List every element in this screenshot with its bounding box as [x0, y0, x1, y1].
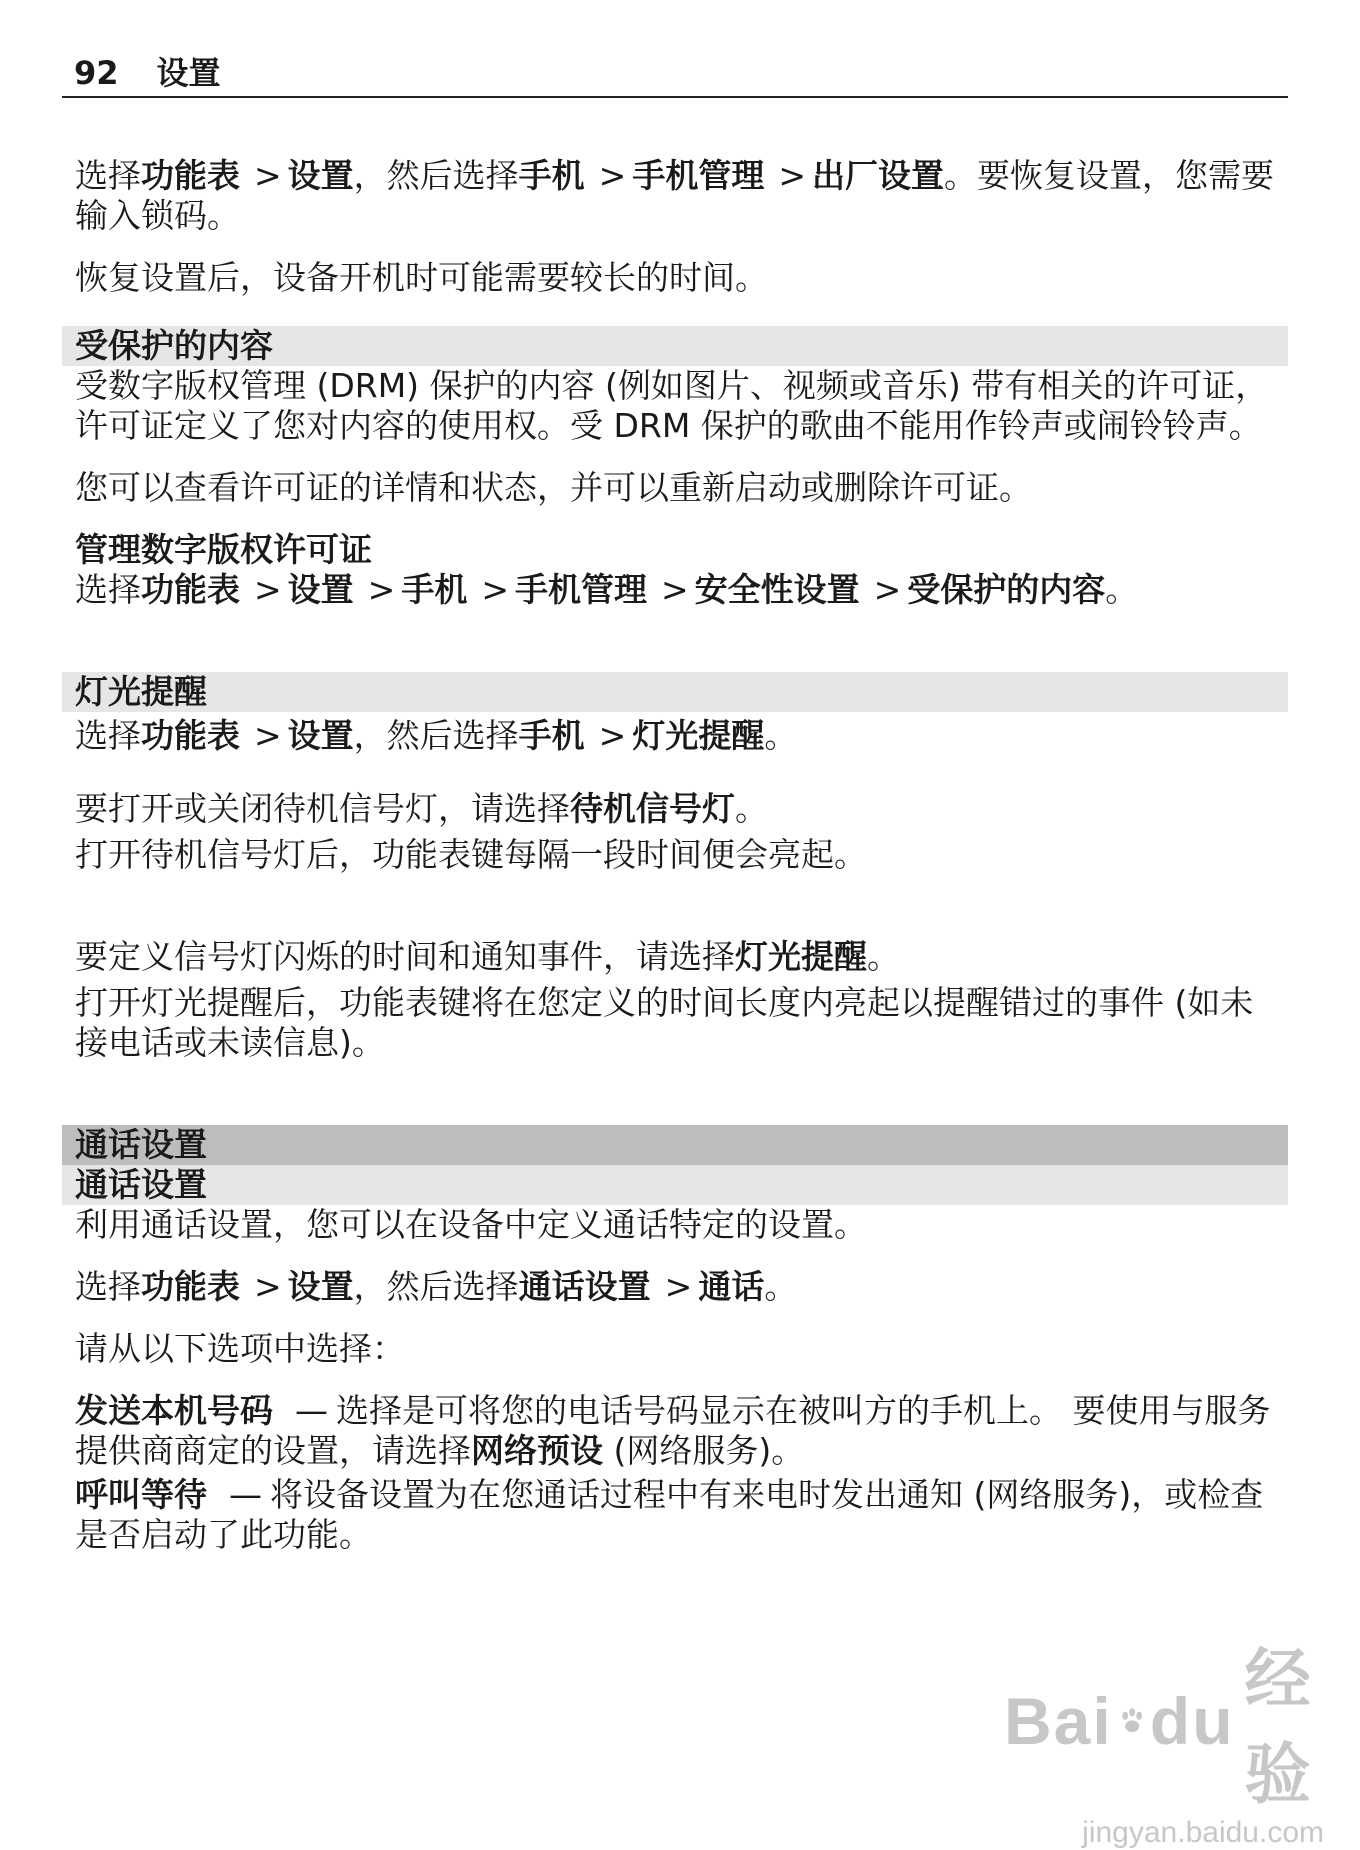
call-settings-menu-path: 选择功能表 > 设置，然后选择通话设置 > 通话。	[75, 1267, 798, 1306]
page-header	[62, 40, 1288, 98]
baidu-jingyan-watermark	[1004, 1626, 1324, 1849]
subsection-heading-call-settings: 通话设置	[62, 1165, 1288, 1205]
option-send-own-number: 发送本机号码 — 选择是可将您的电话号码显示在被叫方的手机上。 要使用与服务提供商商定的设置，请选择网络预设 (网络服务)。	[75, 1391, 1271, 1470]
light-menu-path: 选择功能表 > 设置，然后选择手机 > 灯光提醒。	[75, 716, 798, 755]
paw-icon	[1117, 1696, 1146, 1746]
option-call-waiting: 呼叫等待 — 将设备设置为在您通话过程中有来电时发出通知 (网络服务)，或检查是否启动了此功能。	[75, 1475, 1264, 1554]
light-reminder-note: 打开灯光提醒后，功能表键将在您定义的时间长度内亮起以提醒错过的事件 (如未接电话或未读信息)。	[75, 983, 1254, 1062]
call-settings-intro: 利用通话设置，您可以在设备中定义通话特定的设置。	[75, 1205, 867, 1244]
standby-light-note: 打开待机信号灯后，功能表键每隔一段时间便会亮起。	[75, 835, 867, 874]
standby-light-instruction: 要打开或关闭待机信号灯，请选择待机信号灯。	[75, 789, 768, 828]
watermark-logo: Bai du 经验	[1004, 1642, 1313, 1811]
light-reminder-instruction: 要定义信号灯闪烁的时间和通知事件，请选择灯光提醒。	[75, 937, 900, 976]
license-description: 您可以查看许可证的详情和状态，并可以重新启动或删除许可证。	[75, 468, 1032, 507]
watermark-url: jingyan.baidu.com	[1082, 1816, 1324, 1849]
options-intro: 请从以下选项中选择：	[75, 1329, 405, 1368]
factory-reset-instruction: 选择功能表 > 设置，然后选择手机 > 手机管理 > 出厂设置。要恢复设置，您需要输入锁码。	[75, 156, 1274, 235]
factory-reset-note: 恢复设置后，设备开机时可能需要较长的时间。	[75, 258, 768, 297]
section-heading-call-settings: 通话设置	[62, 1125, 1288, 1165]
section-heading-protected-content: 受保护的内容	[62, 326, 1288, 366]
drm-description: 受数字版权管理 (DRM) 保护的内容 (例如图片、视频或音乐) 带有相关的许可证，许可证定义了您对内容的使用权。受 DRM 保护的歌曲不能用作铃声或闹铃铃声。	[75, 366, 1269, 445]
manual-page	[62, 40, 1288, 1555]
section-heading-light-reminder: 灯光提醒	[62, 672, 1288, 712]
drm-menu-path: 选择功能表 > 设置 > 手机 > 手机管理 > 安全性设置 > 受保护的内容。	[75, 570, 1139, 609]
subheading-manage-drm: 管理数字版权许可证	[75, 530, 372, 569]
page-number: 92	[74, 54, 119, 92]
page-title: 设置	[156, 54, 221, 92]
